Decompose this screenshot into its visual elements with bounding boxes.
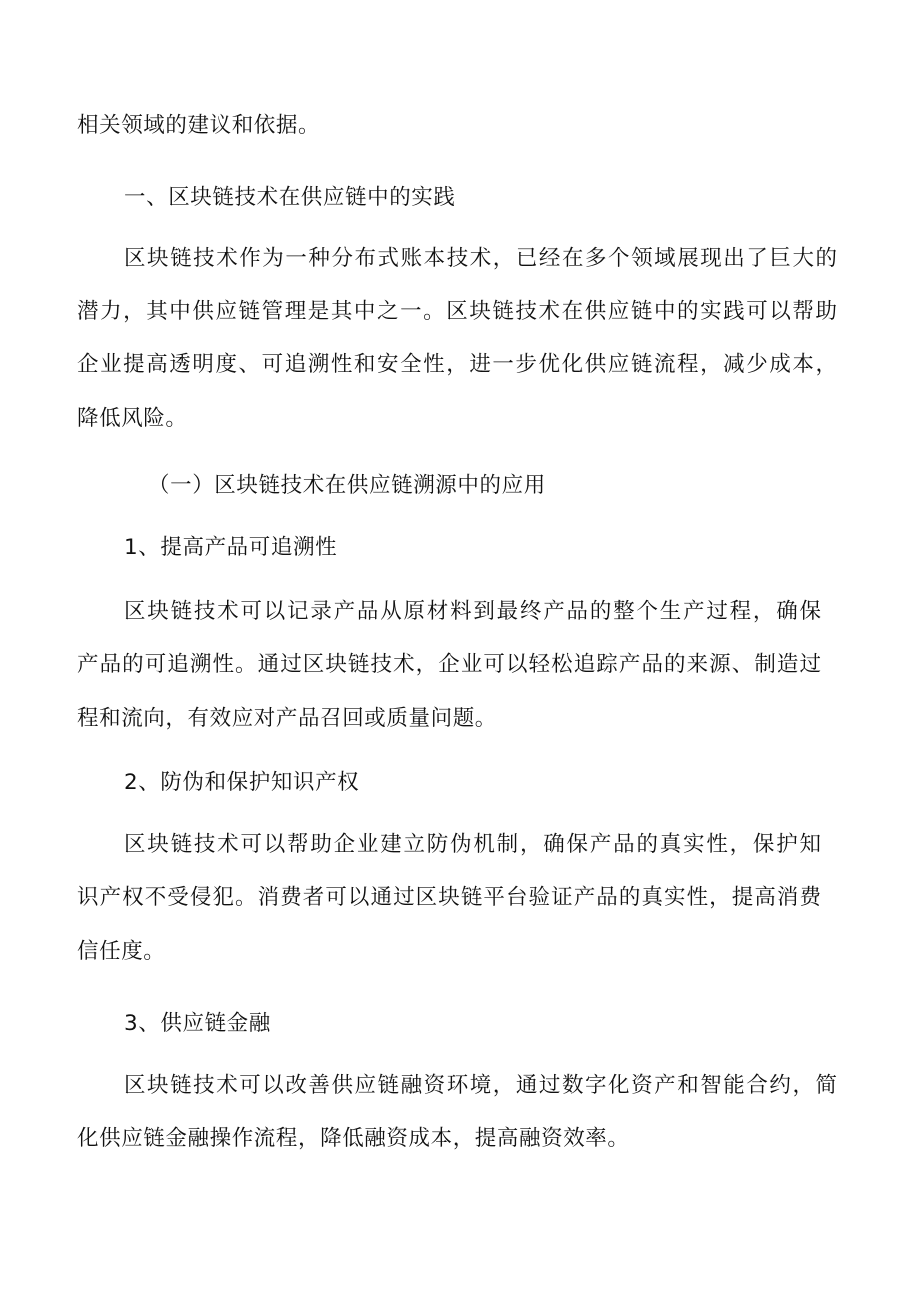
section-para-line-4: 降低风险。 xyxy=(77,406,188,431)
item-1-line-1: 区块链技术可以记录产品从原材料到最终产品的整个生产过程，确保 xyxy=(124,599,821,624)
item-1-line-3: 程和流向，有效应对产品召回或质量问题。 xyxy=(77,706,497,731)
section-para-line-1: 区块链技术作为一种分布式账本技术，已经在多个领域展现出了巨大的 xyxy=(124,246,837,271)
intro-tail-text: 相关领域的建议和依据。 xyxy=(77,113,321,138)
subsection-heading: （一）区块链技术在供应链溯源中的应用 xyxy=(148,473,546,498)
item-2-line-1: 区块链技术可以帮助企业建立防伪机制，确保产品的真实性，保护知 xyxy=(124,832,821,857)
section-para-line-2: 潜力，其中供应链管理是其中之一。区块链技术在供应链中的实践可以帮助 xyxy=(77,299,837,324)
item-1-heading: 1、提高产品可追溯性 xyxy=(124,535,338,560)
item-2-line-3: 信任度。 xyxy=(77,939,166,964)
section-para-line-3: 企业提高透明度、可追溯性和安全性，进一步优化供应链流程，减少成本， xyxy=(77,352,837,377)
item-1-line-2: 产品的可追溯性。通过区块链技术，企业可以轻松追踪产品的来源、制造过 xyxy=(77,652,821,677)
item-2-line-2: 识产权不受侵犯。消费者可以通过区块链平台验证产品的真实性，提高消费 xyxy=(77,885,821,910)
item-2-heading: 2、防伪和保护知识产权 xyxy=(124,770,360,795)
item-3-line-2: 化供应链金融操作流程，降低融资成本，提高融资效率。 xyxy=(77,1126,630,1151)
item-3-line-1: 区块链技术可以改善供应链融资环境，通过数字化资产和智能合约，简 xyxy=(124,1073,837,1098)
section-heading: 一、区块链技术在供应链中的实践 xyxy=(124,185,456,210)
item-3-heading: 3、供应链金融 xyxy=(124,1011,271,1036)
